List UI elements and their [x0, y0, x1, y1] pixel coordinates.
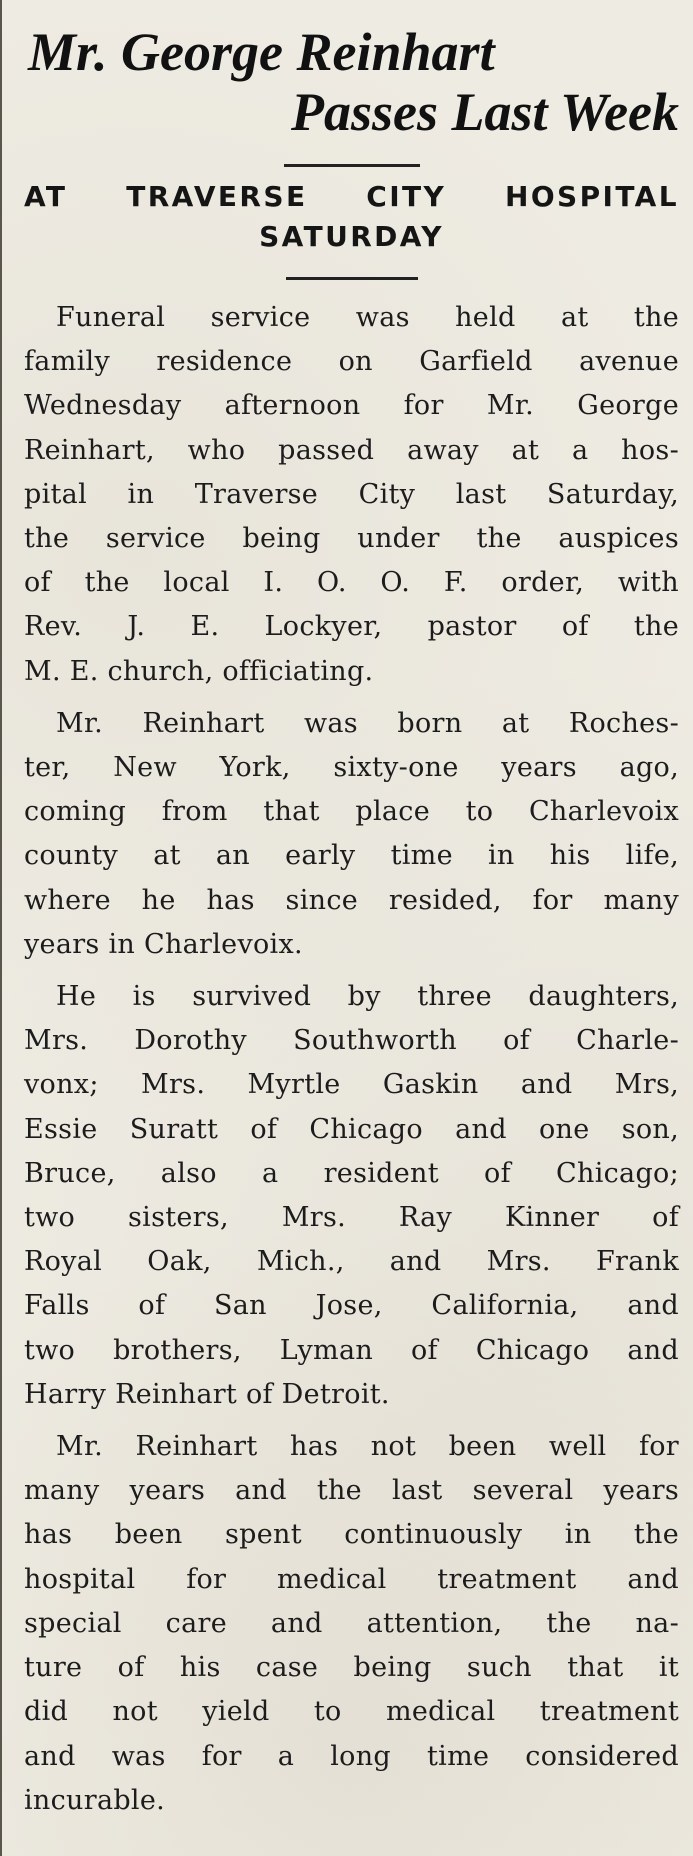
headline-divider: [284, 164, 420, 167]
article-line: Essie Suratt of Chicago and one son,: [24, 1113, 679, 1145]
article-paragraph: [24, 1425, 679, 1823]
subheadline-divider: [286, 277, 418, 280]
article-line: Mr. Reinhart was born at Roches-: [56, 707, 679, 739]
article-line: years in Charlevoix.: [24, 928, 303, 960]
article-line: ture of his case being such that it: [24, 1652, 679, 1684]
article-line: of the local I. O. O. F. order, with: [24, 567, 679, 599]
article-line: two brothers, Lyman of Chicago and: [24, 1334, 679, 1366]
article-line: special care and attention, the na-: [24, 1607, 679, 1639]
article-line: did not yield to medical treatment: [24, 1696, 679, 1728]
article-line: He is survived by three daughters,: [56, 981, 679, 1013]
article-line: Mr. Reinhart has not been well for: [56, 1431, 679, 1463]
article-line: Rev. J. E. Lockyer, pastor of the: [24, 611, 679, 643]
article-line: Reinhart, who passed away at a hos-: [24, 434, 679, 466]
headline: [24, 22, 679, 142]
article-line: ter, New York, sixty-one years ago,: [24, 752, 679, 784]
article-line: Wednesday afternoon for Mr. George: [24, 390, 679, 422]
headline-line-2: Passes Last Week: [291, 82, 679, 142]
headline-line-1: Mr. George Reinhart: [28, 22, 495, 82]
article-line: two sisters, Mrs. Ray Kinner of: [24, 1202, 679, 1234]
article-line: Royal Oak, Mich., and Mrs. Frank: [24, 1246, 679, 1278]
article-line: many years and the last several years: [24, 1475, 679, 1507]
article-line: pital in Traverse City last Saturday,: [24, 478, 679, 510]
article-line: vonx; Mrs. Myrtle Gaskin and Mrs,: [24, 1069, 679, 1101]
article-line: Mrs. Dorothy Southworth of Charle-: [24, 1025, 679, 1057]
article-line: the service being under the auspices: [24, 523, 679, 555]
article-line: hospital for medical treatment and: [24, 1563, 679, 1595]
article-line: county at an early time in his life,: [24, 840, 679, 872]
article-body: [24, 296, 679, 1823]
article-line: Bruce, also a resident of Chicago;: [24, 1157, 679, 1189]
article-line: family residence on Garfield avenue: [24, 346, 679, 378]
article-line: has been spent continuously in the: [24, 1519, 679, 1551]
article-line: M. E. church, officiating.: [24, 655, 374, 687]
article-line: Falls of San Jose, California, and: [24, 1290, 679, 1322]
subheadline: [24, 177, 679, 257]
article-paragraph: [24, 975, 679, 1417]
article-paragraph: [24, 702, 679, 967]
article-line: Harry Reinhart of Detroit.: [24, 1378, 390, 1410]
article-line: and was for a long time considered: [24, 1740, 679, 1772]
article-line: Funeral service was held at the: [56, 302, 679, 333]
article-line: incurable.: [24, 1784, 166, 1816]
article-paragraph: [24, 296, 679, 694]
subheadline-line-1: AT TRAVERSE CITY HOSPITAL: [24, 180, 679, 213]
subheadline-line-2: SATURDAY: [259, 220, 444, 253]
article-line: coming from that place to Charlevoix: [24, 796, 679, 828]
article-line: where he has since resided, for many: [24, 884, 679, 916]
